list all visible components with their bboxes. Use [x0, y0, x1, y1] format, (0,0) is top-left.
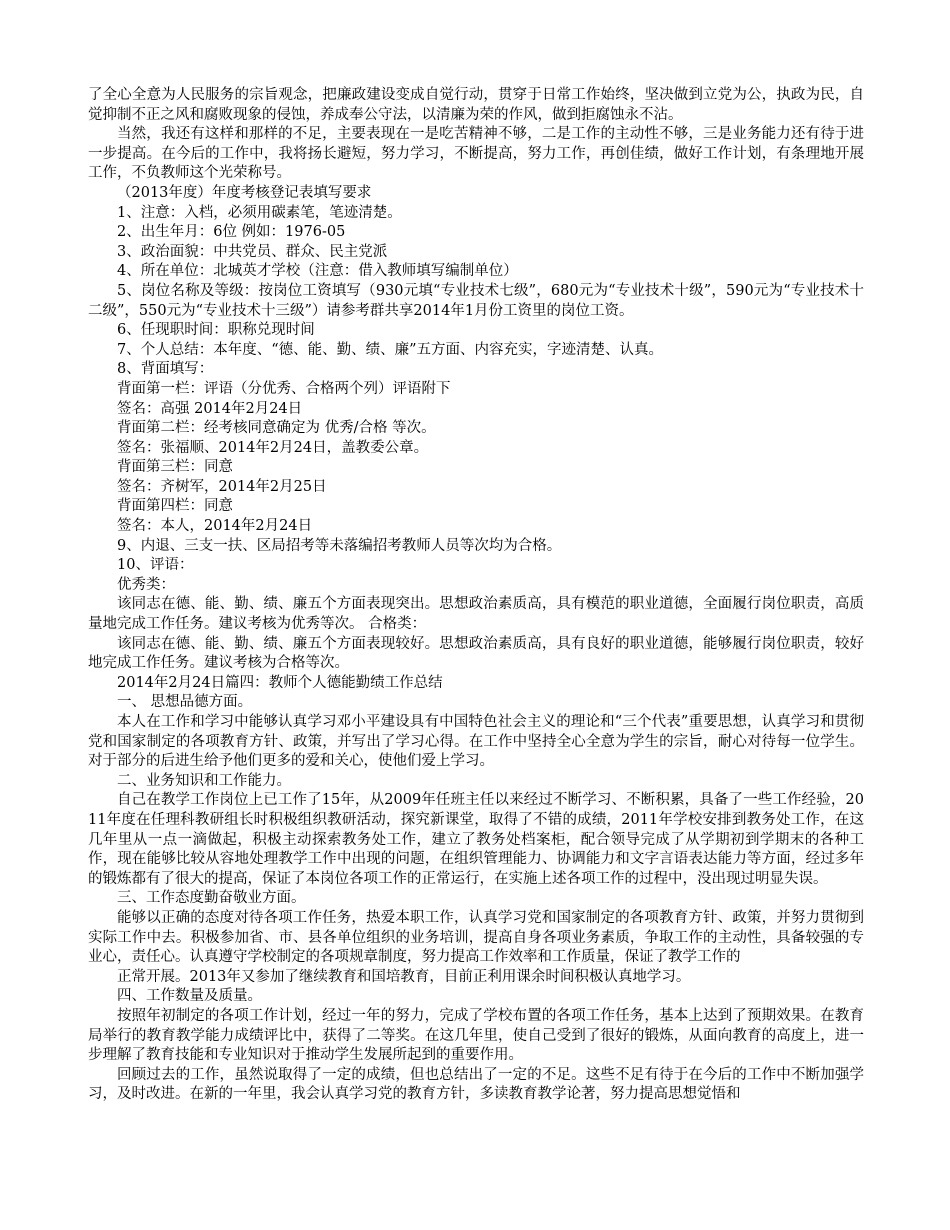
item-3-political-status: 3、政治面貌：中共党员、群众、民主党派: [117, 243, 388, 260]
signature-4: 签名：本人，2014年2月24日: [117, 518, 313, 535]
item-7-personal-summary: 7、个人总结：本年度、“德、能、勤、绩、廉”五方面、内容充实，字迹清楚、认真。: [117, 341, 664, 358]
section-3-continuation: 正常开展。2013年又参加了继续教育和国培教育，目前正利用课余时间积极认真地学习。: [117, 968, 691, 985]
section-1-body: 本人在工作和学习中能够认真学习邓小平建设具有中国特色社会主义的理论和“三个代表”重要思想，认真学习和贯彻党和国家制定的各项教育方针、政策，并写出了学习心得。在工作中坚持全心全意为学生的宗旨，耐心对待每一位学生。对于部分的后进生给予他们更多的爱和关心，使他们爱上学习。: [88, 714, 864, 770]
back-column-2: 背面第二栏：经考核同意确定为 优秀/合格 等次。: [117, 420, 436, 437]
item-6-appointment-time: 6、任现职时间：职称兑现时间: [117, 322, 315, 339]
back-column-3: 背面第三栏：同意: [117, 459, 233, 476]
section-4-heading: 四、工作数量及质量。: [117, 988, 262, 1005]
back-column-4: 背面第四栏：同意: [117, 498, 233, 515]
section-3-body: 能够以正确的态度对待各项工作任务，热爱本职工作，认真学习党和国家制定的各项教育方针、政策，并努力贯彻到实际工作中去。积极参加省、市、县各单位组织的业务培训，提高自身各项业务素质，争取工作的主动性，具备较强的专业心，责任心。认真遵守学校制定的各项规章制度，努力提高工作效率和工作质量，保证了教学工作的: [88, 909, 864, 966]
back-column-1: 背面第一栏：评语（分优秀、合格两个列）评语附下: [117, 380, 451, 397]
item-10-comments: 10、评语：: [117, 557, 194, 574]
section-3-heading: 三、工作态度勤奋敬业方面。: [117, 890, 306, 907]
section-2-heading: 二、业务知识和工作能力。: [117, 772, 291, 789]
section-1-heading: 一、 思想品德方面。: [117, 694, 253, 711]
item-1-notice: 1、注意：入档，必须用碳素笔，笔迹清楚。: [117, 204, 402, 221]
signature-2: 签名：张福顺、2014年2月24日，盖教委公章。: [117, 439, 429, 456]
qualified-comment: 该同志在德、能、勤、绩、廉五个方面表现较好。思想政治素质高，具有良好的职业道德，能够履行岗位职责，较好地完成工作任务。建议考核为合格等次。: [88, 635, 864, 672]
excellent-comment: 该同志在德、能、勤、绩、廉五个方面表现突出。思想政治素质高，具有模范的职业道德，全面履行岗位职责，高质量地完成工作任务。建议考核为优秀等次。 合格类：: [88, 596, 864, 633]
excellent-category-label: 优秀类：: [117, 576, 175, 593]
section-2-body: 自己在教学工作岗位上已工作了15年，从2009年任班主任以来经过不断学习、不断积累，具备了一些工作经验，2011年度在任理科教研组长时积极组织教研活动，探究新课堂，取得了不错的成绩，2011年学校安排到教务处工作，在这几年里从一点一滴做起，积极主动探索教务处工作，建立了教务处档案柜，配合领导完成了从学期初到学期末的各种工作，现在能够比较从容地处理教学工作中出现的问题，在组织管理能力、协调能力和文字言语表达能力等方面，经过多年的锻炼都有了很大的提高，保证了本岗位各项工作的正常运行，在实施上述各项工作的过程中，没出现过明显失误。: [88, 792, 864, 887]
item-8-back-side: 8、背面填写：: [117, 361, 214, 378]
signature-1: 签名：高强 2014年2月24日: [117, 400, 303, 417]
heading-registration-requirements: （2013年度）年度考核登记表填写要求: [117, 184, 372, 201]
paragraph-shortcomings: 当然，我还有这样和那样的不足，主要表现在一是吃苦精神不够，二是工作的主动性不够，三是业务能力还有待于进一步提高。在今后的工作中，我将扬长避短，努力学习，不断提高，努力工作，再创佳绩，做好工作计划，有条理地开展工作，不负教师这个光荣称号。: [88, 126, 864, 182]
signature-3: 签名：齐树军，2014年2月25日: [117, 478, 327, 495]
item-5-post-grade: 5、岗位名称及等级：按岗位工资填写（930元填“专业技术七级”，680元为“专业技术十级”，590元为“专业技术十二级”，550元为“专业技术十三级”）请参考群共享2014年1月份工资里的岗位工资。: [88, 282, 864, 319]
paragraph-integrity-conclusion: 了全心全意为人民服务的宗旨观念，把廉政建设变成自觉行动，贯穿于日常工作始终，坚决做到立党为公，执政为民，自觉抑制不正之风和腐败现象的侵蚀，养成奉公守法，以清廉为荣的作风，做到拒腐蚀永不沾。: [88, 87, 864, 123]
date-and-part-four-title: 2014年2月24日篇四：教师个人德能勤绩工作总结: [117, 674, 443, 691]
item-2-birth-date: 2、出生年月：6位 例如：1976-05: [117, 224, 346, 241]
item-9-grades: 9、内退、三支一扶、区局招考等未落编招考教师人员等次均为合格。: [117, 537, 562, 554]
item-4-work-unit: 4、所在单位：北城英才学校（注意：借入教师填写编制单位）: [117, 263, 518, 280]
closing-review: 回顾过去的工作，虽然说取得了一定的成绩，但也总结出了一定的不足。这些不足有待于在今后的工作中不断加强学习，及时改进。在新的一年里，我会认真学习党的教育方针，多读教育教学论著，努力提高思想觉悟和: [88, 1066, 864, 1103]
section-4-body: 按照年初制定的各项工作计划，经过一年的努力，完成了学校布置的各项工作任务，基本上达到了预期效果。在教育局举行的教育教学能力成绩评比中，获得了二等奖。在这几年里，使自己受到了很好的锻炼，从面向教育的高度上，进一步理解了教育技能和专业知识对于推动学生发展所起到的重要作用。: [88, 1007, 864, 1064]
